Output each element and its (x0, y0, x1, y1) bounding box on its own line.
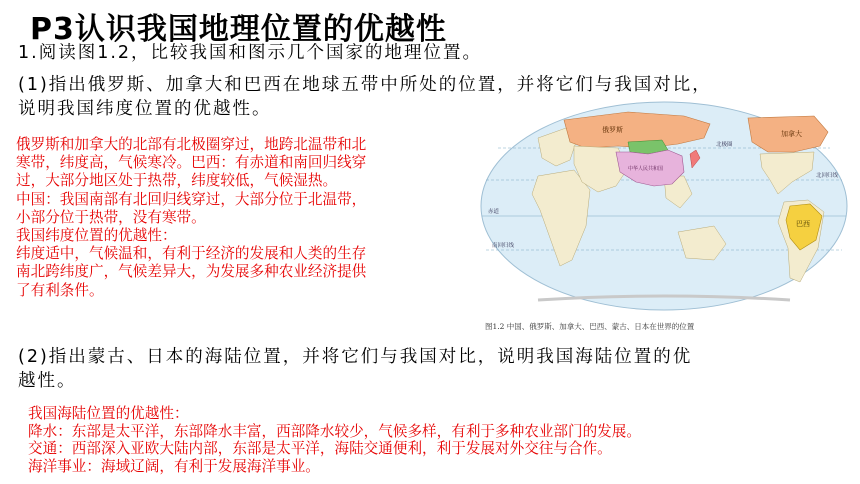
world-map (478, 98, 850, 314)
question-1-1-line1: (1)指出俄罗斯、加拿大和巴西在地球五带中所处的位置，并将它们与我国对比， (18, 75, 712, 95)
tropic-north-label: 北回归线 (816, 173, 839, 179)
page-title: P3认识我国地理位置的优越性 (30, 12, 447, 47)
answer-line: 纬度适中，气候温和，有利于经济的发展和人类的生存 (16, 245, 367, 263)
answer-line: 中国：我国南部有北回归线穿过，大部分位于北温带， (16, 190, 367, 208)
answer-line: 我国纬度位置的优越性： (16, 227, 177, 245)
answer-2-block (28, 405, 641, 475)
answer-line: 交通：西部深入亚欧大陆内部，东部是太平洋，海陆交通便利，利于发展对外交往与合作。 (28, 440, 612, 458)
map-caption: 图1.2 中国、俄罗斯、加拿大、巴西、蒙古、日本在世界的位置 (485, 322, 695, 331)
world-map-figure (478, 98, 850, 314)
answer-line: 海洋事业：海域辽阔，有利于发展海洋事业。 (28, 457, 320, 475)
question-1: 1.阅读图1.2，比较我国和图示几个国家的地理位置。 (18, 43, 483, 63)
arctic-circle-label: 北极圈 (716, 142, 733, 148)
canada-label: 加拿大 (781, 130, 802, 138)
equator-label: 赤道 (488, 209, 500, 215)
china-label: 中华人民共和国 (628, 166, 664, 172)
answer-line: 寒带，纬度高，气候寒冷。巴西：有赤道和南回归线穿 (16, 154, 367, 172)
answer-line: 南北跨纬度广，气候差异大，为发展多种农业经济提供 (16, 263, 367, 281)
answer-line: 我国海陆位置的优越性： (28, 405, 189, 422)
question-1-2-line2: 越性。 (18, 371, 77, 391)
answer-line: 过，大部分地区处于热带，纬度较低，气候湿热。 (16, 172, 338, 190)
tropic-south-label: 南回归线 (492, 243, 515, 249)
question-1-1-line2: 说明我国纬度位置的优越性。 (18, 99, 272, 119)
answer-line: 小部分位于热带，没有寒带。 (16, 208, 206, 226)
russia-label: 俄罗斯 (602, 126, 623, 134)
question-1-2-line1: (2)指出蒙古、日本的海陆位置，并将它们与我国对比，说明我国海陆位置的优 (18, 347, 693, 367)
answer-line: 俄罗斯和加拿大的北部有北极圈穿过，地跨北温带和北 (16, 136, 367, 153)
brazil-label: 巴西 (796, 220, 810, 228)
answer-line: 了有利条件。 (16, 281, 104, 299)
answer-line: 降水：东部是太平洋，东部降水丰富，西部降水较少，气候多样，有利于多种农业部门的发展。 (28, 422, 641, 440)
answer-1-block (16, 136, 471, 300)
